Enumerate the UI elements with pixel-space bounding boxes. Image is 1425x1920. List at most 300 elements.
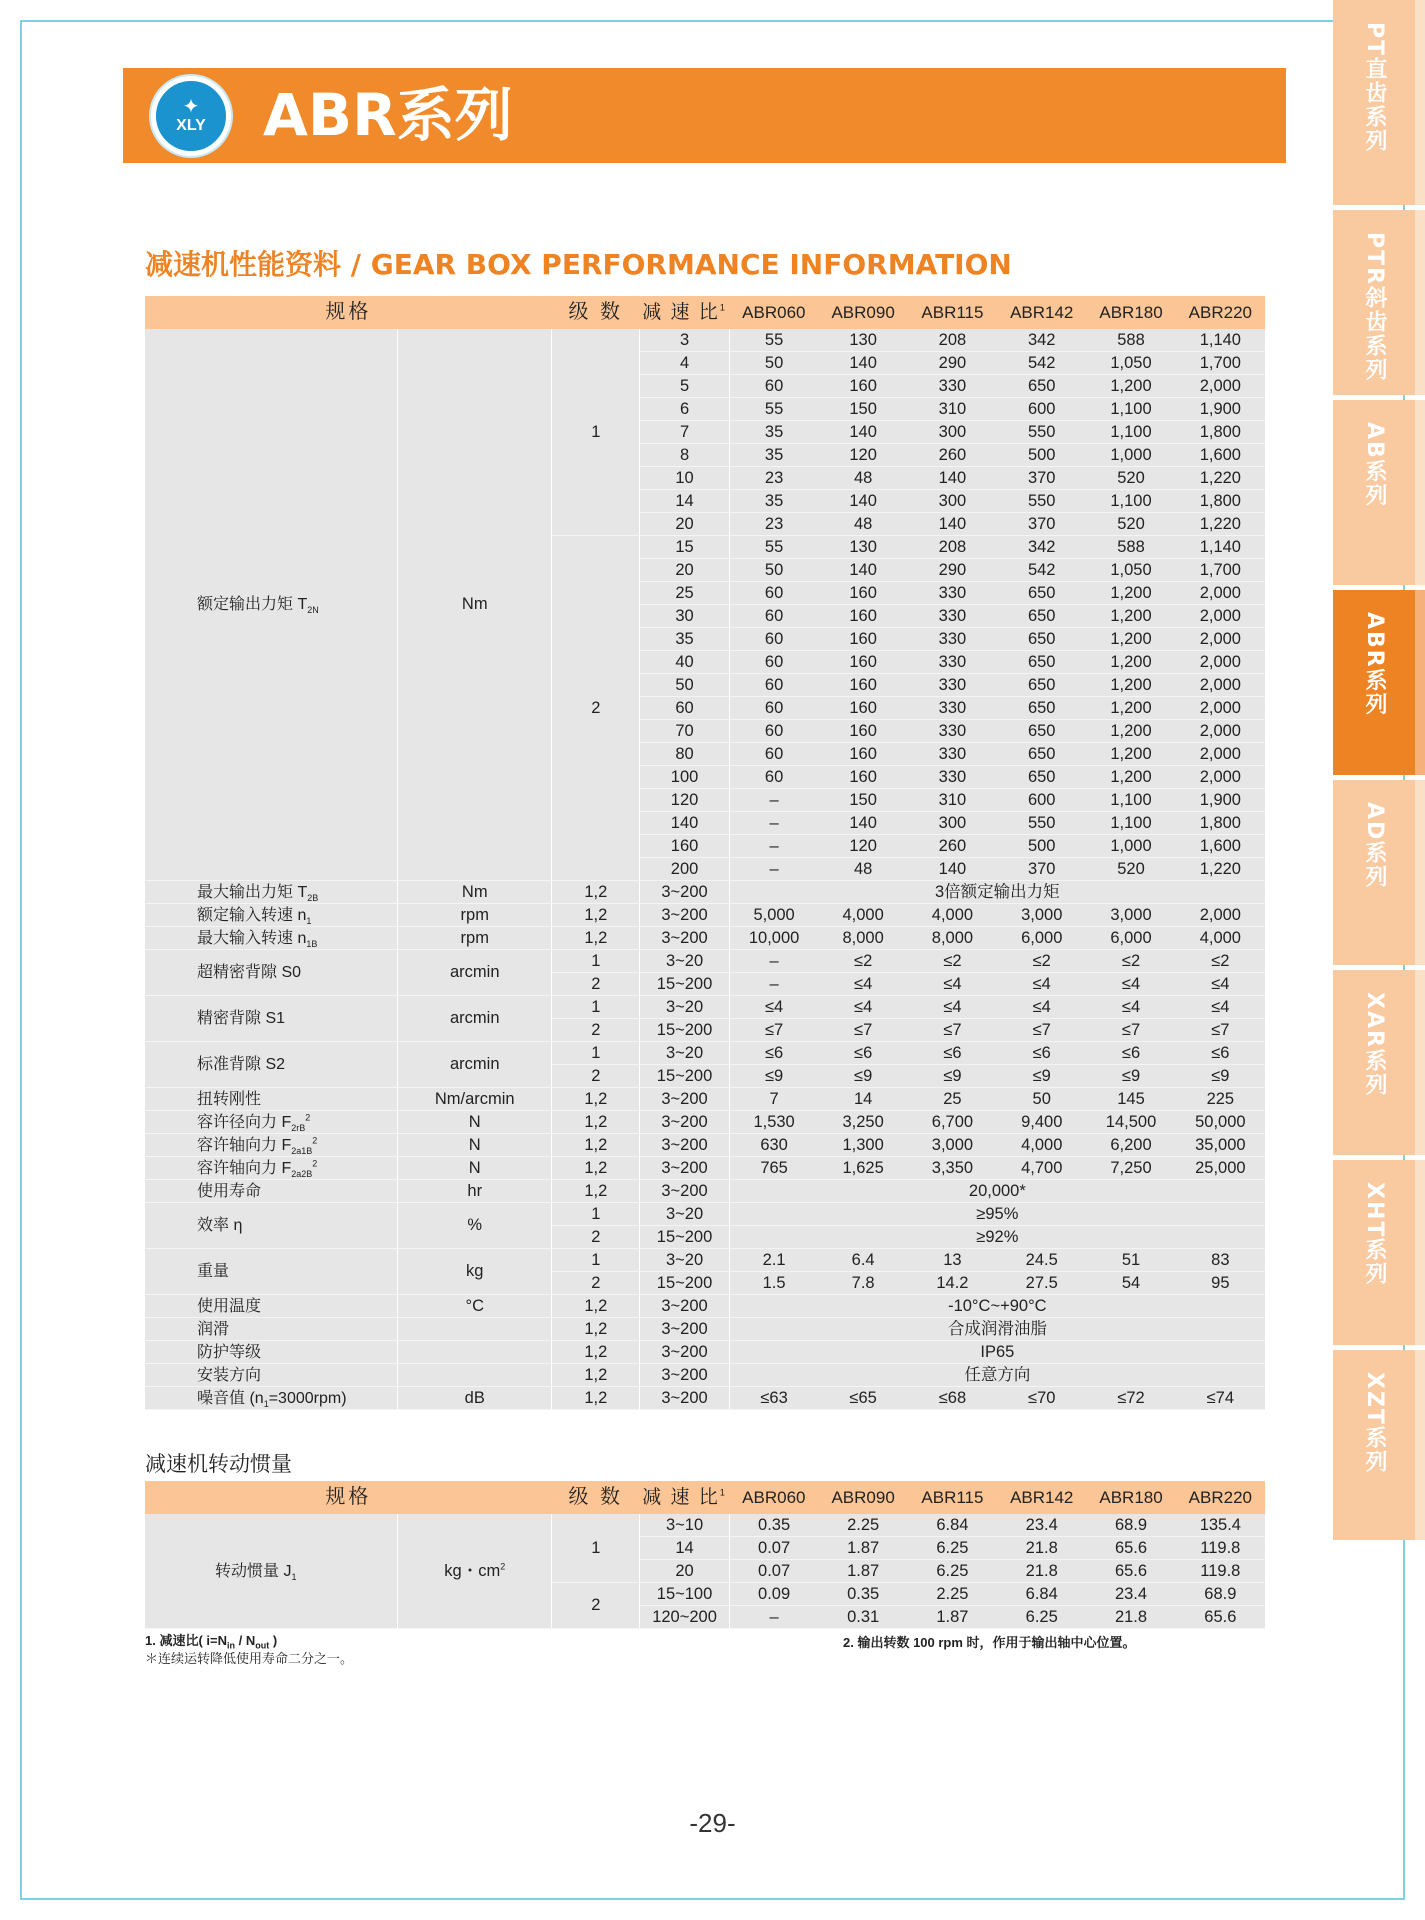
table-cell: 4 (640, 352, 729, 375)
table-row (145, 1134, 1265, 1157)
table-row (145, 1042, 1265, 1065)
table-cell: 119.8 (1176, 1560, 1265, 1583)
xly-logo (151, 76, 231, 156)
table-cell: ≤68 (908, 1387, 997, 1410)
unit-cell: kg (398, 1249, 552, 1295)
table-cell: 23.4 (997, 1514, 1086, 1537)
table-cell: 1 (552, 1249, 640, 1272)
footnote-left (145, 1632, 353, 1668)
table-cell: 68.9 (1176, 1583, 1265, 1606)
table-cell: 0.35 (729, 1514, 818, 1537)
table-cell: 300 (908, 421, 997, 444)
table-cell: 2 (552, 1226, 640, 1249)
table-cell: 330 (908, 651, 997, 674)
table-cell: 1,625 (818, 1157, 907, 1180)
row-label: 额定输入转速 $n_1$ (145, 904, 398, 927)
table-cell: 55 (729, 536, 818, 559)
row-label: 最大输入转速 $n_{1B}$ (145, 927, 398, 950)
table-cell: 任意方向 (729, 1364, 1265, 1387)
table-cell: 290 (908, 559, 997, 582)
table-cell: ≤6 (908, 1042, 997, 1065)
table-cell: 145 (1086, 1088, 1175, 1111)
table-cell: °C (398, 1295, 552, 1318)
table-cell: ≤2 (908, 950, 997, 973)
table-cell: 160 (818, 375, 907, 398)
table-cell: 25 (908, 1088, 997, 1111)
table-cell: 8 (640, 444, 729, 467)
table-cell: 1,600 (1176, 444, 1265, 467)
table-cell: 14,500 (1086, 1111, 1175, 1134)
logo-text: XLY (176, 117, 206, 134)
table-cell: 51 (1086, 1249, 1175, 1272)
table-cell: ≤4 (908, 973, 997, 996)
table-cell: ≤4 (997, 996, 1086, 1019)
model-header: ABR090 (818, 1481, 907, 1514)
table-cell: 135.4 (1176, 1514, 1265, 1537)
table-cell: 1,200 (1086, 605, 1175, 628)
table-cell: 80 (640, 743, 729, 766)
table-cell: ≤9 (908, 1065, 997, 1088)
table-cell: 60 (729, 766, 818, 789)
table-cell: 550 (997, 421, 1086, 444)
table-cell: 30 (640, 605, 729, 628)
model-header: ABR220 (1176, 296, 1265, 329)
table-cell: 2,000 (1176, 697, 1265, 720)
table-cell: 3~200 (640, 1295, 729, 1318)
table-cell: 15~200 (640, 1065, 729, 1088)
table-cell: 1.87 (908, 1606, 997, 1629)
table-cell: ≤74 (1176, 1387, 1265, 1410)
table-cell: 130 (818, 536, 907, 559)
table-cell: 48 (818, 467, 907, 490)
table-cell: 120~200 (640, 1606, 729, 1629)
table-cell: 330 (908, 743, 997, 766)
table-cell: 6,200 (1086, 1134, 1175, 1157)
table-cell: 4,000 (997, 1134, 1086, 1157)
table-cell: 20,000* (729, 1180, 1265, 1203)
table-cell: 1,200 (1086, 651, 1175, 674)
table-cell: 3倍额定输出力矩 (729, 881, 1265, 904)
table-cell: 208 (908, 536, 997, 559)
row-label: 容许轴向力 $F_{2a1B}^2$ (145, 1134, 398, 1157)
table-cell (398, 1341, 552, 1364)
table-cell: ≤9 (818, 1065, 907, 1088)
table-cell: 4,000 (818, 904, 907, 927)
table-cell: 3~200 (640, 1180, 729, 1203)
table-cell: 650 (997, 720, 1086, 743)
table-cell: 60 (729, 720, 818, 743)
table-cell: 500 (997, 444, 1086, 467)
table-cell: 300 (908, 812, 997, 835)
table-cell: dB (398, 1387, 552, 1410)
table-cell: 260 (908, 444, 997, 467)
inertia-section-title: 减速机转动惯量 (145, 1452, 292, 1476)
side-tab[interactable] (1333, 590, 1425, 775)
table-cell: 330 (908, 766, 997, 789)
side-tab[interactable] (1333, 400, 1425, 585)
side-tab[interactable] (1333, 0, 1425, 205)
table-cell: 6.84 (908, 1514, 997, 1537)
table-cell: 70 (640, 720, 729, 743)
table-cell: ≤6 (729, 1042, 818, 1065)
table-row (145, 1203, 1265, 1226)
table-cell: 3~20 (640, 1203, 729, 1226)
table-cell: 0.35 (818, 1583, 907, 1606)
table-cell: ≤9 (729, 1065, 818, 1088)
table-cell: 588 (1086, 329, 1175, 352)
table-cell: 2 (552, 1065, 640, 1088)
table-cell: 1,220 (1176, 513, 1265, 536)
table-cell: 330 (908, 375, 997, 398)
table-row (145, 1295, 1265, 1318)
table-cell: 330 (908, 674, 997, 697)
table-cell: 140 (908, 467, 997, 490)
table-cell: 2,000 (1176, 582, 1265, 605)
footnote-star: ＊连续运转降低使用寿命二分之一。 (145, 1651, 354, 1666)
table-cell: 520 (1086, 858, 1175, 881)
table-cell: 140 (640, 812, 729, 835)
table-cell: 1,200 (1086, 674, 1175, 697)
table-cell: ≤70 (997, 1387, 1086, 1410)
table-cell: 1,2 (552, 1318, 640, 1341)
table-cell: 150 (818, 398, 907, 421)
table-cell: 6.4 (818, 1249, 907, 1272)
table-cell: 2,000 (1176, 375, 1265, 398)
table-cell: 342 (997, 536, 1086, 559)
table-cell: 27.5 (997, 1272, 1086, 1295)
table-cell: 140 (818, 559, 907, 582)
row-label: 扭转刚性 (145, 1088, 398, 1111)
table-cell: 650 (997, 628, 1086, 651)
table-cell: 140 (818, 421, 907, 444)
table-cell: 1,000 (1086, 444, 1175, 467)
table-cell: 1,100 (1086, 789, 1175, 812)
table-cell: 14.2 (908, 1272, 997, 1295)
table-cell: 160 (640, 835, 729, 858)
table-cell: 68.9 (1086, 1514, 1175, 1537)
table-cell: 3,000 (908, 1134, 997, 1157)
table-cell: 290 (908, 352, 997, 375)
row-label: 容许轴向力 $F_{2a2B}^2$ (145, 1157, 398, 1180)
side-tab[interactable] (1333, 1160, 1425, 1345)
table-cell: – (729, 858, 818, 881)
table-cell: 3~20 (640, 996, 729, 1019)
table-row (145, 1514, 1265, 1537)
inertia-table (145, 1481, 1265, 1629)
table-cell: 650 (997, 582, 1086, 605)
table-cell: 1,000 (1086, 835, 1175, 858)
table-cell: 1,220 (1176, 858, 1265, 881)
table-cell: 1,530 (729, 1111, 818, 1134)
table-cell: ≤6 (1086, 1042, 1175, 1065)
table-row (145, 1318, 1265, 1341)
table-cell: 1,800 (1176, 812, 1265, 835)
table-cell: 1,2 (552, 1111, 640, 1134)
table-cell: 520 (1086, 467, 1175, 490)
table-cell: 2 (552, 1272, 640, 1295)
table-cell: 2,000 (1176, 720, 1265, 743)
table-cell: 1,2 (552, 927, 640, 950)
table-cell: 23 (729, 467, 818, 490)
table-cell: 1,200 (1086, 582, 1175, 605)
table-cell: 1,100 (1086, 398, 1175, 421)
table-cell: 3,000 (997, 904, 1086, 927)
table-cell: 60 (729, 605, 818, 628)
table-cell: 9,400 (997, 1111, 1086, 1134)
table-cell: ≤4 (1086, 973, 1175, 996)
stage-header: 级 数 (552, 296, 640, 329)
stage-cell: 2 (552, 1583, 640, 1629)
model-header: ABR115 (908, 296, 997, 329)
table-cell: 21.8 (1086, 1606, 1175, 1629)
table-cell: 3~200 (640, 1157, 729, 1180)
table-cell: 2,000 (1176, 628, 1265, 651)
performance-table (145, 296, 1265, 1410)
table-cell: 3~200 (640, 927, 729, 950)
table-cell: 8,000 (908, 927, 997, 950)
table-cell: 500 (997, 835, 1086, 858)
table-cell: 1 (552, 996, 640, 1019)
table-cell: 1,700 (1176, 559, 1265, 582)
table-cell: 150 (818, 789, 907, 812)
table-cell: 300 (908, 490, 997, 513)
table-cell: 50 (640, 674, 729, 697)
table-cell: 140 (908, 513, 997, 536)
table-cell: 200 (640, 858, 729, 881)
table-cell: 370 (997, 513, 1086, 536)
table-cell: 160 (818, 605, 907, 628)
table-cell: 208 (908, 329, 997, 352)
table-cell: ≤6 (997, 1042, 1086, 1065)
table-cell: 0.31 (818, 1606, 907, 1629)
table-cell: 1,200 (1086, 743, 1175, 766)
footnote-right: 2. 输出转数 100 rpm 时，作用于输出轴中心位置。 (843, 1635, 1136, 1650)
table-cell: 1,900 (1176, 789, 1265, 812)
table-cell: 6,000 (997, 927, 1086, 950)
table-cell: 1,140 (1176, 329, 1265, 352)
table-cell: 4,000 (1176, 927, 1265, 950)
table-cell: 50 (729, 352, 818, 375)
table-cell: 1,2 (552, 1364, 640, 1387)
table-cell: 23 (729, 513, 818, 536)
table-cell: 50 (729, 559, 818, 582)
table-cell: 60 (729, 628, 818, 651)
table-cell: 60 (729, 674, 818, 697)
table-cell: 48 (818, 513, 907, 536)
table-cell: 3~200 (640, 1088, 729, 1111)
table-cell: 630 (729, 1134, 818, 1157)
table-cell: 15 (640, 536, 729, 559)
row-label: 标准背隙 S2 (145, 1042, 398, 1088)
side-tab-label: XZT系列 (1362, 1372, 1387, 1474)
table-cell: 0.07 (729, 1537, 818, 1560)
table-row (145, 1088, 1265, 1111)
table-cell: 6.25 (997, 1606, 1086, 1629)
table-cell: 1,900 (1176, 398, 1265, 421)
table-cell: – (729, 973, 818, 996)
table-cell: 54 (1086, 1272, 1175, 1295)
table-cell: 3~200 (640, 1341, 729, 1364)
table-cell: 120 (818, 835, 907, 858)
stage-cell: 2 (552, 536, 640, 881)
row-label: 效率 η (145, 1203, 398, 1249)
table-cell: 542 (997, 352, 1086, 375)
model-header: ABR142 (997, 1481, 1086, 1514)
table-cell: ≤9 (1086, 1065, 1175, 1088)
table-cell: 15~100 (640, 1583, 729, 1606)
side-tab[interactable] (1333, 1350, 1425, 1540)
table-cell: 4,000 (908, 904, 997, 927)
table-cell: 14 (818, 1088, 907, 1111)
table-cell: 1,200 (1086, 697, 1175, 720)
side-tab[interactable] (1333, 780, 1425, 965)
table-cell: 1,220 (1176, 467, 1265, 490)
table-cell: 5,000 (729, 904, 818, 927)
table-row (145, 1180, 1265, 1203)
table-row (145, 1364, 1265, 1387)
table-cell: 0.07 (729, 1560, 818, 1583)
table-cell: 3~200 (640, 1364, 729, 1387)
table-cell: ≤9 (997, 1065, 1086, 1088)
row-label: 最大输出力矩 $T_{2B}$ (145, 881, 398, 904)
table-cell: 650 (997, 605, 1086, 628)
table-cell: 3~20 (640, 950, 729, 973)
rated-torque-label: 额定输出力矩 $T_{2N}$ (145, 329, 398, 881)
table-cell: 1,2 (552, 1088, 640, 1111)
table-cell: 55 (729, 329, 818, 352)
table-cell: ≤7 (908, 1019, 997, 1042)
table-cell: 330 (908, 628, 997, 651)
table-cell: 160 (818, 651, 907, 674)
table-cell: 160 (818, 766, 907, 789)
table-cell: 160 (818, 674, 907, 697)
table-cell: 83 (1176, 1249, 1265, 1272)
table-cell: 160 (818, 582, 907, 605)
table-cell: 35 (729, 421, 818, 444)
table-cell: 550 (997, 812, 1086, 835)
table-cell: 1,100 (1086, 812, 1175, 835)
table-cell: Nm/arcmin (398, 1088, 552, 1111)
side-tab-label: PT直齿系列 (1362, 22, 1387, 154)
table-row (145, 927, 1265, 950)
table-row (145, 1387, 1265, 1410)
page-number: -29- (689, 1808, 736, 1838)
row-label: 精密背隙 S1 (145, 996, 398, 1042)
table-cell (398, 1364, 552, 1387)
table-cell: 10,000 (729, 927, 818, 950)
table-cell: 6.84 (997, 1583, 1086, 1606)
table-cell: 5 (640, 375, 729, 398)
table-cell: ≤9 (1176, 1065, 1265, 1088)
table-cell: – (729, 835, 818, 858)
table-cell: 650 (997, 651, 1086, 674)
page-title: ABR系列 (263, 81, 513, 149)
table-cell: 1,300 (818, 1134, 907, 1157)
table-cell: 1,200 (1086, 375, 1175, 398)
table-cell: 120 (640, 789, 729, 812)
table-cell: 1,2 (552, 1134, 640, 1157)
table-row (145, 329, 1265, 352)
model-header: ABR142 (997, 296, 1086, 329)
table-row (145, 1111, 1265, 1134)
table-cell: 40 (640, 651, 729, 674)
table-cell: IP65 (729, 1341, 1265, 1364)
spec-header: 规格 (145, 296, 552, 329)
model-header: ABR180 (1086, 296, 1175, 329)
table-cell: 60 (729, 697, 818, 720)
unit-cell: % (398, 1203, 552, 1249)
table-cell: 1.87 (818, 1560, 907, 1583)
inertia-unit: kg・$cm^2$ (398, 1514, 552, 1629)
table-cell: 2.1 (729, 1249, 818, 1272)
table-cell: 3,000 (1086, 904, 1175, 927)
table-cell: 21.8 (997, 1560, 1086, 1583)
row-label: 重量 (145, 1249, 398, 1295)
table-cell: 160 (818, 628, 907, 651)
table-cell: 1 (552, 1203, 640, 1226)
table-cell: 100 (640, 766, 729, 789)
table-cell: 3~20 (640, 1042, 729, 1065)
table-cell: 2,000 (1176, 743, 1265, 766)
table-cell: 3~200 (640, 1318, 729, 1341)
table-cell: ≤72 (1086, 1387, 1175, 1410)
table-cell: ≤4 (1176, 996, 1265, 1019)
spec-header: 规格 (145, 1481, 552, 1514)
table-cell: 650 (997, 375, 1086, 398)
table-cell: 3~200 (640, 881, 729, 904)
table-cell: 1,100 (1086, 421, 1175, 444)
unit-cell: arcmin (398, 950, 552, 996)
table-cell: 130 (818, 329, 907, 352)
table-cell: N (398, 1157, 552, 1180)
table-cell: 20 (640, 559, 729, 582)
table-cell: 6,700 (908, 1111, 997, 1134)
stage-cell: 1 (552, 1514, 640, 1583)
table-cell: rpm (398, 904, 552, 927)
side-tab[interactable] (1333, 970, 1425, 1155)
row-label: 使用温度 (145, 1295, 398, 1318)
table-cell: 2,000 (1176, 651, 1265, 674)
model-header: ABR060 (729, 1481, 818, 1514)
table-cell: 550 (997, 490, 1086, 513)
table-cell: 1.87 (818, 1537, 907, 1560)
model-header: ABR220 (1176, 1481, 1265, 1514)
table-cell: 6.25 (908, 1537, 997, 1560)
star-icon: ✦ (182, 96, 200, 118)
inertia-header-row (145, 1481, 1265, 1514)
table-cell (398, 1318, 552, 1341)
table-cell: 160 (818, 697, 907, 720)
table-cell: 310 (908, 398, 997, 421)
table-cell: 合成润滑油脂 (729, 1318, 1265, 1341)
side-tab[interactable] (1333, 210, 1425, 395)
table-cell: 330 (908, 720, 997, 743)
table-cell: ≤65 (818, 1387, 907, 1410)
performance-header-row (145, 296, 1265, 329)
table-row (145, 904, 1265, 927)
stage-cell: 1 (552, 329, 640, 536)
table-cell: 1,140 (1176, 536, 1265, 559)
model-header: ABR115 (908, 1481, 997, 1514)
table-cell: 1,2 (552, 881, 640, 904)
table-cell: 1,700 (1176, 352, 1265, 375)
ratio-header: 减 速 比$^1$ (640, 1481, 729, 1514)
table-cell: 342 (997, 329, 1086, 352)
inertia-label: 转动惯量 $J_1$ (145, 1514, 398, 1629)
table-cell: 1,200 (1086, 628, 1175, 651)
table-cell: 6,000 (1086, 927, 1175, 950)
table-cell: ≤4 (997, 973, 1086, 996)
